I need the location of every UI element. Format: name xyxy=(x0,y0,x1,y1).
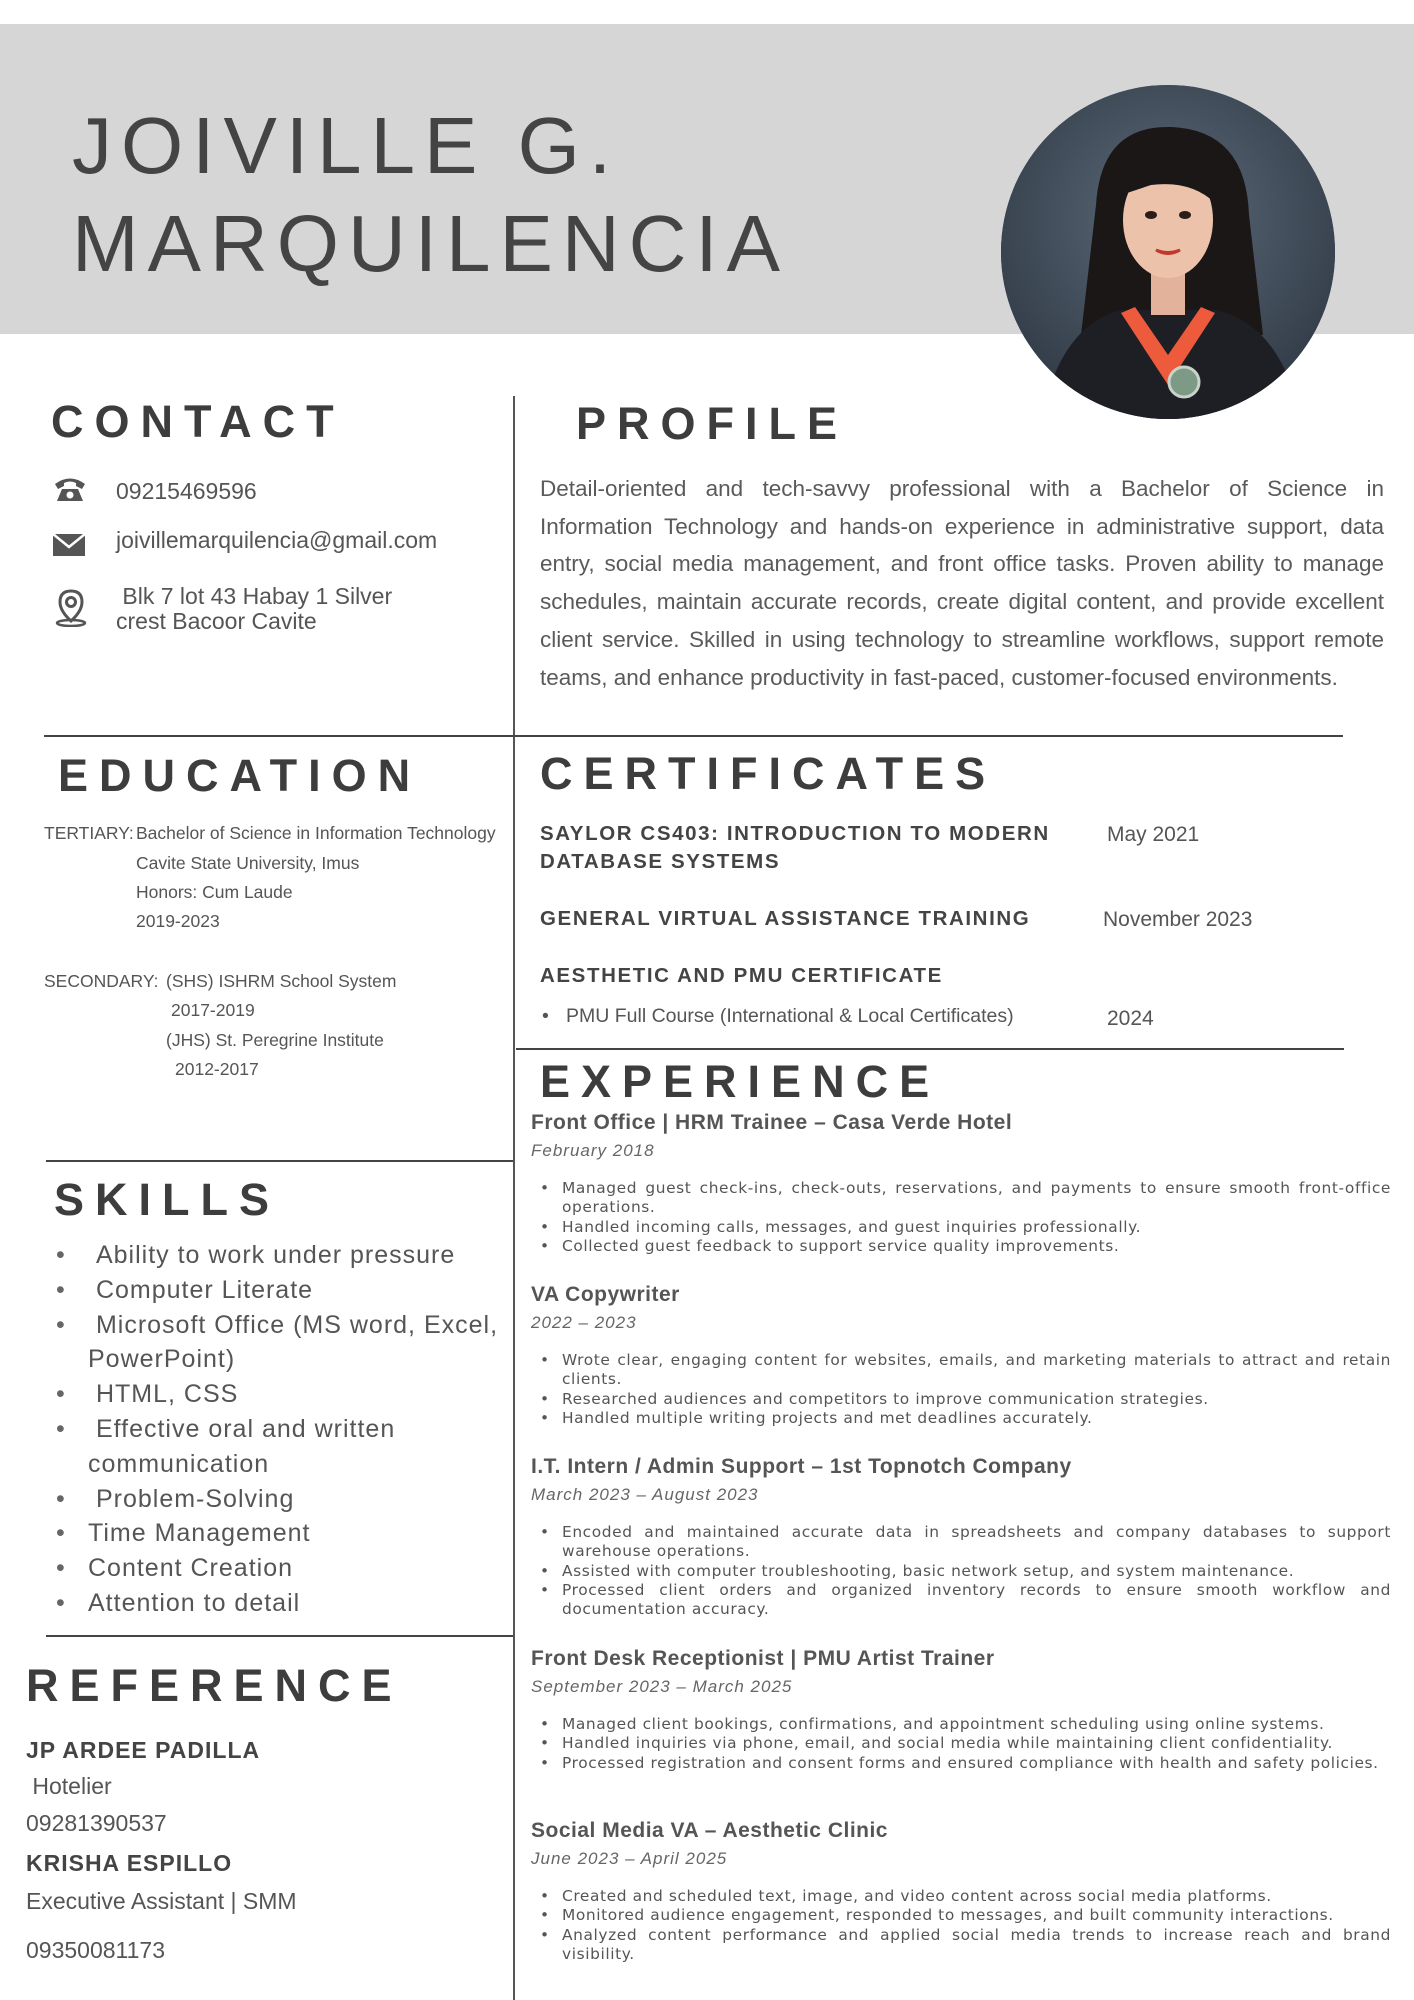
duty-item: • Handled incoming calls, messages, and guest inquiries professionally. xyxy=(531,1218,1391,1237)
skill-item: • Microsoft Office (MS word, Excel, PowerPoint) xyxy=(54,1308,514,1378)
skill-item: • Content Creation xyxy=(54,1551,514,1586)
skill-item: • Problem-Solving xyxy=(54,1482,514,1517)
duty-item: • Managed guest check-ins, check-outs, reservations, and payments to ensure smooth front-office operations. xyxy=(531,1179,1391,1218)
divider-skills-reference xyxy=(46,1635,513,1637)
duty-item: • Analyzed content performance and applied social media trends to increase reach and brand visibility. xyxy=(531,1926,1391,1965)
name-first-line: JOIVILLE G. xyxy=(72,101,621,190)
cert-2-title: GENERAL VIRTUAL ASSISTANCE TRAINING xyxy=(540,907,1031,930)
job-date: June 2023 – April 2025 xyxy=(531,1849,728,1868)
envelope-icon xyxy=(52,532,88,566)
job-duties xyxy=(531,1523,1391,1619)
skill-item: • HTML, CSS xyxy=(54,1377,514,1412)
tertiary-label: TERTIARY: xyxy=(44,823,134,843)
duty-item: • Managed client bookings, confirmations, and appointment scheduling using online systems. xyxy=(531,1715,1391,1734)
job-title: Social Media VA – Aesthetic Clinic xyxy=(531,1819,888,1842)
certificates-title: CERTIFICATES xyxy=(540,748,997,799)
cert-3-date: 2024 xyxy=(1107,1007,1154,1030)
job-date: March 2023 – August 2023 xyxy=(531,1485,759,1504)
experience-title: EXPERIENCE xyxy=(540,1056,941,1107)
duty-item: • Processed client orders and organized inventory records to ensure smooth workflow and documentation accuracy. xyxy=(531,1581,1391,1620)
job-title: I.T. Intern / Admin Support – 1st Topnotch Company xyxy=(531,1455,1072,1478)
cert-3-sub-item xyxy=(541,1005,1014,1028)
contact-phone[interactable]: 09215469596 xyxy=(116,478,257,504)
job-title: Front Desk Receptionist | PMU Artist Trainer xyxy=(531,1647,995,1670)
address-line-2: crest Bacoor Cavite xyxy=(116,608,317,634)
cert-1-date: May 2021 xyxy=(1107,823,1200,846)
reference-1-phone[interactable]: 09281390537 xyxy=(26,1810,167,1836)
experience-job-1 xyxy=(531,1111,1391,1256)
cert-3-title: AESTHETIC AND PMU CERTIFICATE xyxy=(540,964,943,987)
skill-item: • Ability to work under pressure xyxy=(54,1238,514,1273)
reference-2-phone[interactable]: 09350081173 xyxy=(26,1937,165,1963)
job-duties xyxy=(531,1179,1391,1256)
location-pin-icon xyxy=(54,587,90,621)
reference-2-role: Executive Assistant | SMM xyxy=(26,1888,297,1914)
education-title: EDUCATION xyxy=(58,750,422,801)
bullet: • xyxy=(542,1005,549,1027)
column-divider xyxy=(513,396,515,2000)
job-duties xyxy=(531,1887,1391,1964)
skill-item: • Time Management xyxy=(54,1516,514,1551)
name-last-line: MARQUILENCIA xyxy=(72,199,789,288)
job-date: September 2023 – March 2025 xyxy=(531,1677,793,1696)
profile-summary: Detail-oriented and tech-savvy professional with a Bachelor of Science in Information Technology and hands-on experience in administrative support, data entry, social media management, and front office tasks. Proven ability to manage schedules, maintain accurate records, create digital content, and provide excellent client service. Skilled in using technology to streamline workflows, support remote teams, and enhance productivity in fast-paced, customer-focused environments. xyxy=(540,476,1384,690)
contact-email[interactable]: joivillemarquilencia@gmail.com xyxy=(116,527,438,553)
duty-item: • Collected guest feedback to support service quality improvements. xyxy=(531,1237,1391,1256)
skill-item: • Attention to detail xyxy=(54,1586,514,1621)
shs-years: 2017-2019 xyxy=(171,1000,255,1020)
duty-item: • Created and scheduled text, image, and video content across social media platforms. xyxy=(531,1887,1391,1906)
duty-item: • Handled inquiries via phone, email, and social media while maintaining client confidentiality. xyxy=(531,1734,1391,1753)
job-date: 2022 – 2023 xyxy=(531,1313,637,1332)
divider-contact-education xyxy=(44,735,1343,737)
duty-item: • Monitored audience engagement, responded to messages, and built community interactions. xyxy=(531,1906,1391,1925)
skills-list xyxy=(54,1238,514,1621)
duty-item: • Processed registration and consent forms and ensured compliance with health and safety policies. xyxy=(531,1754,1391,1773)
skill-item: • Computer Literate xyxy=(54,1273,514,1308)
job-duties xyxy=(531,1715,1391,1773)
experience-job-5 xyxy=(531,1819,1391,1964)
tertiary-years: 2019-2023 xyxy=(136,911,220,931)
shs-school: (SHS) ISHRM School System xyxy=(166,971,397,991)
cert-3-sub-item-text: PMU Full Course (International & Local Certificates) xyxy=(566,1005,1014,1027)
duty-item: • Encoded and maintained accurate data in spreadsheets and company databases to support warehouse operations. xyxy=(531,1523,1391,1562)
reference-2-name: KRISHA ESPILLO xyxy=(26,1850,233,1876)
reference-title: REFERENCE xyxy=(26,1660,403,1711)
profile-photo xyxy=(1001,85,1335,419)
reference-1-role: Hotelier xyxy=(26,1773,112,1799)
address-line-1: Blk 7 lot 43 Habay 1 Silver xyxy=(116,583,393,609)
jhs-years: 2012-2017 xyxy=(175,1059,259,1079)
duty-item: • Wrote clear, engaging content for websites, emails, and marketing materials to attract and retain clients. xyxy=(531,1351,1391,1390)
profile-title: PROFILE xyxy=(576,398,849,449)
cert-2-date: November 2023 xyxy=(1103,908,1253,931)
cert-1-title-line-1: SAYLOR CS403: INTRODUCTION TO MODERN xyxy=(540,822,1050,845)
skills-title: SKILLS xyxy=(54,1174,281,1225)
divider-certificates-experience xyxy=(516,1048,1344,1050)
skill-item: • Effective oral and written communication xyxy=(54,1412,514,1482)
job-title: VA Copywriter xyxy=(531,1283,680,1306)
tertiary-degree: Bachelor of Science in Information Technology xyxy=(136,823,496,843)
tertiary-honors: Honors: Cum Laude xyxy=(136,882,293,902)
cert-1-title-line-2: DATABASE SYSTEMS xyxy=(540,850,781,873)
tertiary-school: Cavite State University, Imus xyxy=(136,853,360,873)
reference-1-name: JP ARDEE PADILLA xyxy=(26,1737,261,1763)
telephone-icon xyxy=(52,475,88,509)
job-duties xyxy=(531,1351,1391,1428)
contact-address xyxy=(116,584,392,634)
experience-job-4 xyxy=(531,1647,1391,1773)
experience-job-2 xyxy=(531,1283,1391,1428)
jhs-school: (JHS) St. Peregrine Institute xyxy=(166,1030,384,1050)
divider-education-skills xyxy=(46,1160,513,1162)
duty-item: • Handled multiple writing projects and met deadlines accurately. xyxy=(531,1409,1391,1428)
secondary-label: SECONDARY: xyxy=(44,971,159,991)
contact-title: CONTACT xyxy=(51,396,345,447)
experience-job-3 xyxy=(531,1455,1391,1619)
duty-item: • Assisted with computer troubleshooting, basic network setup, and system maintenance. xyxy=(531,1562,1391,1581)
job-title: Front Office | HRM Trainee – Casa Verde Hotel xyxy=(531,1111,1013,1134)
job-date: February 2018 xyxy=(531,1141,655,1160)
duty-item: • Researched audiences and competitors to improve communication strategies. xyxy=(531,1390,1391,1409)
